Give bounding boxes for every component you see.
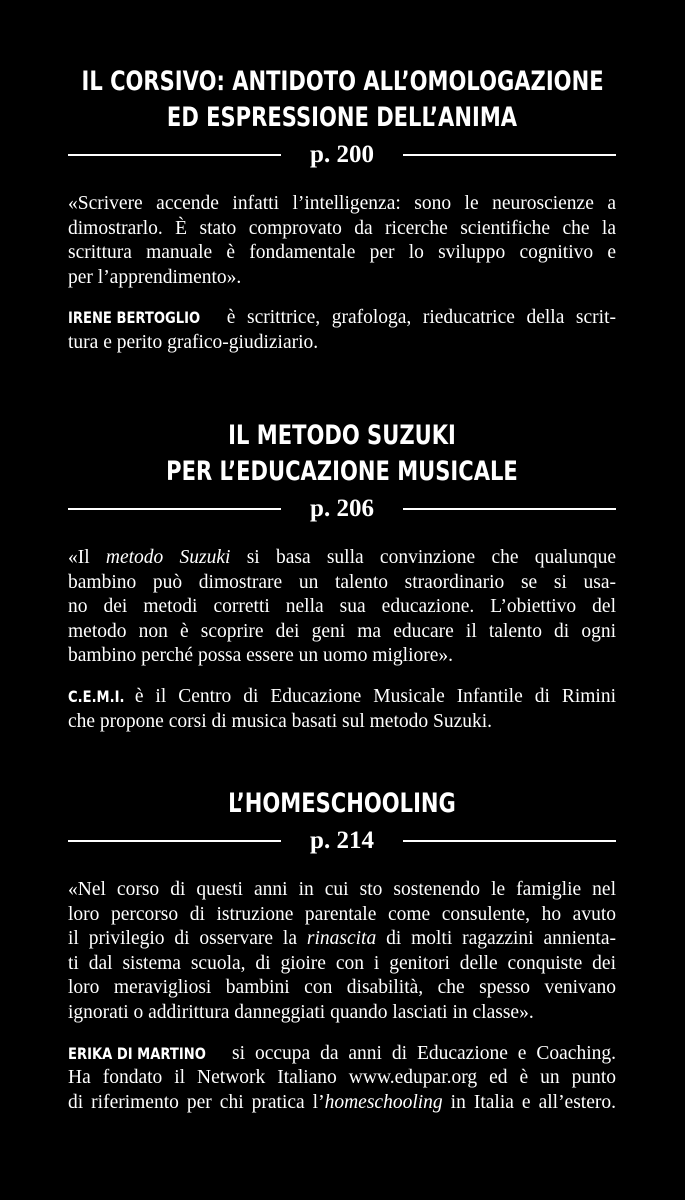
bio-text: è scrittrice, grafologa, rieducatrice della scrit- <box>215 307 616 329</box>
title-line: ED ESPRESSIONE DELL’ANIMA <box>166 102 518 133</box>
quote-line: dimostrarlo. È stato comprovato da ricerche scientifiche che la <box>68 217 616 239</box>
quote-text: «Il <box>68 547 106 568</box>
author-bio <box>68 1042 616 1116</box>
author-name: C.E.M.I. <box>68 686 125 706</box>
quote-line <box>68 927 616 952</box>
divider-right <box>403 840 616 842</box>
quote-line: per l’apprendimento». <box>68 266 242 288</box>
page-reference: p. 206 <box>310 495 374 522</box>
section-homeschooling <box>68 786 616 1115</box>
author-name: IRENE BERTOGLIO <box>68 308 201 328</box>
divider-right <box>403 508 616 510</box>
page-reference-row <box>68 140 616 170</box>
section-title <box>81 418 602 490</box>
bio-line <box>68 1042 616 1067</box>
divider-right <box>403 154 616 156</box>
bio-text: è il Centro di Educazione Musicale Infantile di Rimini <box>122 685 616 707</box>
page-reference-row <box>68 494 616 524</box>
quote <box>68 192 616 290</box>
divider-left <box>68 154 281 156</box>
bio-text: si occupa da anni di Educazione e Coaching. <box>222 1042 616 1064</box>
title-line: IL METODO SUZUKI <box>228 420 456 451</box>
quote-line: loro percorso di istruzione parentale come consulente, ho avuto <box>68 903 616 925</box>
section-suzuki <box>68 418 616 734</box>
page-reference: p. 214 <box>310 827 374 854</box>
bio-text: di riferimento per chi pratica l’ <box>68 1091 325 1113</box>
bio-line <box>68 1091 616 1116</box>
section-corsivo <box>68 64 616 356</box>
bio-line: che propone corsi di musica basati sul metodo Suzuki. <box>68 710 493 732</box>
bio-line: Ha fondato il Network Italiano www.edupar.org ed è un punto <box>68 1067 616 1089</box>
title-line: L’HOMESCHOOLING <box>228 788 456 819</box>
quote-line: ti dal sistema scuola, di gioire con i genitori delle conquiste dei <box>68 952 616 974</box>
section-title <box>81 64 602 136</box>
quote-line: scrittura manuale è fondamentale per lo sviluppo cognitivo e <box>68 242 616 264</box>
quote-line <box>68 546 616 571</box>
section-title <box>81 786 602 822</box>
quote-line: bambino perché possa essere un uomo migliore». <box>68 645 454 667</box>
quote <box>68 878 616 1026</box>
divider-left <box>68 508 281 510</box>
quote-italic: metodo Suzuki <box>105 547 231 568</box>
quote-line: «Nel corso di questi anni in cui sto sostenendo le famiglie nel <box>68 879 616 900</box>
bio-italic: homeschooling <box>324 1091 443 1113</box>
quote-line: loro meravigliosi bambini con disabilità, che spesso venivano <box>68 977 616 999</box>
page-reference-row <box>68 826 616 856</box>
author-bio <box>68 685 616 734</box>
quote-line: no dei metodi corretti nella sua educazione. L’obiettivo del <box>68 596 616 618</box>
quote-text: il privilegio di osservare la <box>68 928 307 950</box>
author-name: ERIKA DI MARTINO <box>68 1043 206 1063</box>
quote <box>68 546 616 669</box>
quote-text: di molti ragazzini annienta- <box>376 928 616 950</box>
quote-text: si basa sulla convinzione che qualunque <box>230 547 616 568</box>
bio-line: tura e perito grafico-giudiziario. <box>68 331 319 353</box>
quote-line: bambino può dimostrare un talento straordinario se si usa- <box>68 571 616 593</box>
quote-line: metodo non è scoprire dei geni ma educare il talento di ogni <box>68 620 616 642</box>
quote-italic: rinascita <box>306 928 377 950</box>
author-bio <box>68 306 616 355</box>
bio-line <box>68 685 616 710</box>
bio-line <box>68 306 616 331</box>
title-line: IL CORSIVO: ANTIDOTO ALL’OMOLOGAZIONE <box>81 66 604 97</box>
quote-line: «Scrivere accende infatti l’intelligenza: sono le neuroscienze a <box>68 193 616 214</box>
bio-text: in Italia e all’estero. <box>442 1091 616 1113</box>
divider-left <box>68 840 281 842</box>
quote-line: ignorati o addirittura danneggiati quando lasciati in classe». <box>68 1001 534 1023</box>
page-reference: p. 200 <box>310 141 374 168</box>
title-line: PER L’EDUCAZIONE MUSICALE <box>166 456 518 487</box>
